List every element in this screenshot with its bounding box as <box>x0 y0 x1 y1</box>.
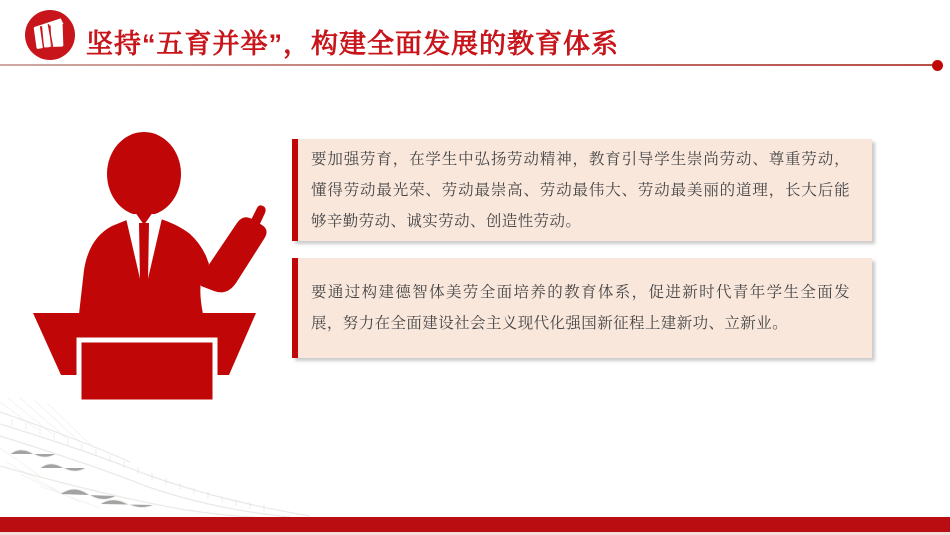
speaker-finger <box>249 205 266 228</box>
slide-header <box>0 0 950 70</box>
speaker-head <box>107 132 181 216</box>
quote-text-1: 要加强劳育，在学生中弘扬劳动精神，教育引导学生崇尚劳动、尊重劳动，懂得劳动最光荣、劳动最崇高、劳动最伟大、劳动最美丽的道理，长大后能够辛勤劳动、诚实劳动、创造性劳动。 <box>311 150 850 230</box>
books-icon <box>25 10 75 60</box>
quote-box-2 <box>292 258 872 358</box>
speaker-arm <box>200 217 267 292</box>
footer-bar <box>0 517 950 532</box>
podium-panel <box>79 340 215 402</box>
great-wall-watermark <box>0 396 310 517</box>
page-title: 坚持“五育并举”，构建全面发展的教育体系 <box>86 29 619 59</box>
header-underline <box>0 64 932 66</box>
quote-text-2: 要通过构建德智体美劳全面培养的教育体系，促进新时代青年学生全面发展，努力在全面建设社会主义现代化强国新征程上建新功、立新业。 <box>311 284 850 332</box>
speaker-at-podium-illustration <box>33 124 268 409</box>
quote-box-1 <box>292 139 872 241</box>
underline-dot <box>932 60 943 71</box>
